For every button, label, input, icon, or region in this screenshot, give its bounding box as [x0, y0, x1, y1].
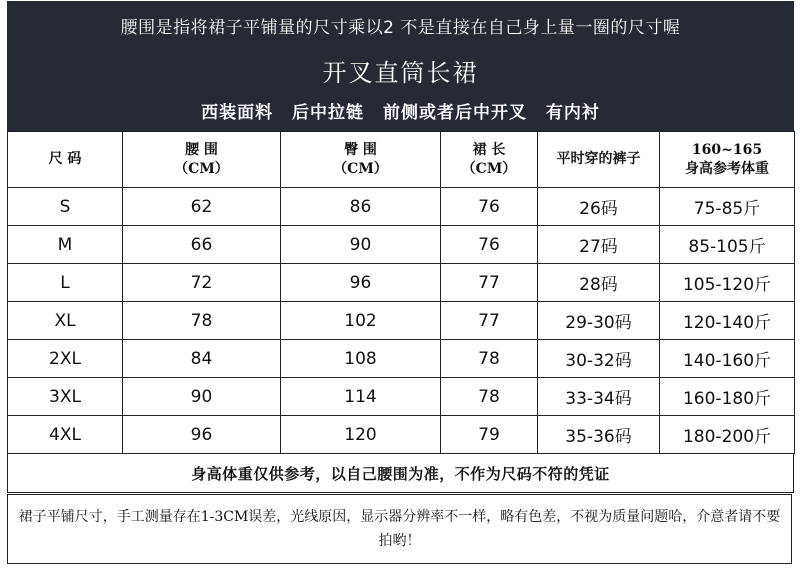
reference-disclaimer: 身高体重仅供参考，以自己腰围为准，不作为尺码不符的凭证: [7, 454, 794, 493]
header-pants-size: 平时穿的裤子: [538, 132, 660, 188]
header-banner: [7, 1, 794, 131]
cell-waist: 72: [123, 264, 281, 302]
cell-length: 79: [441, 416, 538, 454]
cell-length: 78: [441, 378, 538, 416]
cell-pants-size: 28码: [538, 264, 660, 302]
table-row: [8, 378, 795, 416]
cell-pants-size: 35-36码: [538, 416, 660, 454]
cell-pants-size: 29-30码: [538, 302, 660, 340]
cell-length: 77: [441, 264, 538, 302]
cell-length: 78: [441, 340, 538, 378]
cell-pants-size: 33-34码: [538, 378, 660, 416]
measurement-disclaimer: 裙子平铺尺寸，手工测量存在1-3CM误差，光线原因，显示器分辨率不一样，略有色差，不视为质量问题哈，介意者请不要拍哟！: [7, 494, 792, 564]
cell-size: L: [8, 264, 123, 302]
table-row: [8, 264, 795, 302]
cell-waist: 96: [123, 416, 281, 454]
product-title: 开叉直筒长裙: [322, 59, 479, 87]
cell-hip: 120: [281, 416, 441, 454]
cell-waist: 66: [123, 226, 281, 264]
cell-weight: 160-180斤: [660, 378, 795, 416]
table-row: [8, 416, 795, 454]
cell-pants-size: 26码: [538, 188, 660, 226]
size-chart-table: [7, 131, 795, 454]
cell-weight: 120-140斤: [660, 302, 795, 340]
measurement-note: 腰围是指将裙子平铺量的尺寸乘以2 不是直接在自己身上量一圈的尺寸喔: [120, 18, 681, 38]
cell-waist: 78: [123, 302, 281, 340]
header-length: 裙 长 （CM）: [441, 132, 538, 188]
table-row: [8, 340, 795, 378]
cell-hip: 96: [281, 264, 441, 302]
product-features: 西装面料 后中拉链 前侧或者后中开叉 有内衬: [201, 103, 600, 123]
table-row: [8, 302, 795, 340]
cell-waist: 90: [123, 378, 281, 416]
cell-size: 4XL: [8, 416, 123, 454]
header-size: 尺 码: [8, 132, 123, 188]
cell-hip: 114: [281, 378, 441, 416]
cell-waist: 84: [123, 340, 281, 378]
cell-weight: 140-160斤: [660, 340, 795, 378]
cell-pants-size: 30-32码: [538, 340, 660, 378]
cell-weight: 85-105斤: [660, 226, 795, 264]
cell-size: XL: [8, 302, 123, 340]
cell-hip: 90: [281, 226, 441, 264]
cell-length: 76: [441, 188, 538, 226]
header-weight: 160~165 身高参考体重: [660, 132, 795, 188]
cell-size: 3XL: [8, 378, 123, 416]
header-waist: 腰 围 （CM）: [123, 132, 281, 188]
table-row: [8, 188, 795, 226]
cell-pants-size: 27码: [538, 226, 660, 264]
cell-size: 2XL: [8, 340, 123, 378]
cell-hip: 86: [281, 188, 441, 226]
cell-length: 77: [441, 302, 538, 340]
cell-waist: 62: [123, 188, 281, 226]
cell-weight: 180-200斤: [660, 416, 795, 454]
cell-size: S: [8, 188, 123, 226]
cell-weight: 75-85斤: [660, 188, 795, 226]
table-header-row: [8, 132, 795, 188]
table-row: [8, 226, 795, 264]
cell-size: M: [8, 226, 123, 264]
cell-hip: 102: [281, 302, 441, 340]
cell-weight: 105-120斤: [660, 264, 795, 302]
cell-length: 76: [441, 226, 538, 264]
cell-hip: 108: [281, 340, 441, 378]
header-hip: 臀 围 （CM）: [281, 132, 441, 188]
